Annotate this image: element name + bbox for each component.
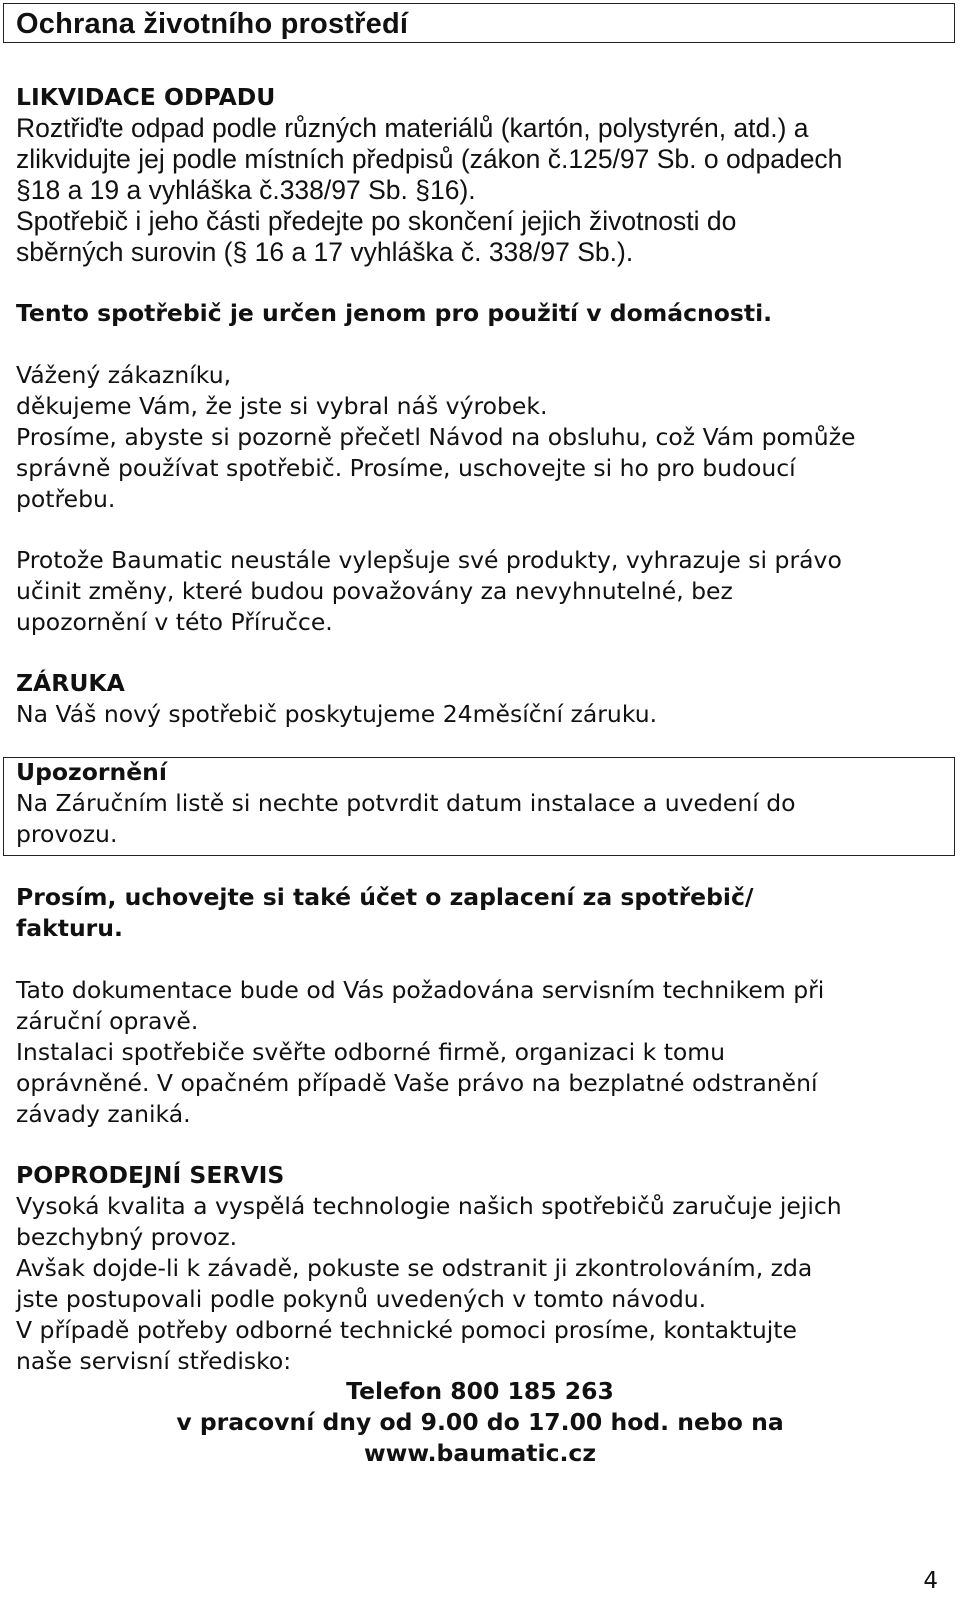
improvements-section (16, 545, 946, 638)
notice-heading: Upozornění (16, 758, 167, 786)
warranty-heading: ZÁRUKA (16, 669, 125, 697)
documentation-line: záruční opravě. (16, 1007, 199, 1035)
disposal-line: sběrných surovin (§ 16 a 17 vyhláška č. 338/97 Sb.). (16, 237, 634, 267)
disposal-line: §18 a 19 a vyhláška č.338/97 Sb. §16). (16, 175, 476, 205)
household-note-section (16, 298, 946, 329)
warranty-text: Na Váš nový spotřebič poskytujeme 24měsíční záruku. (16, 700, 658, 728)
service-phone: Telefon 800 185 263 (346, 1377, 614, 1405)
service-line: V případě potřeby odborné technické pomoci prosíme, kontaktujte (16, 1316, 797, 1344)
page-title: Ochrana životního prostředí (3, 3, 955, 43)
improvements-line: upozornění v této Příručce. (16, 608, 333, 636)
notice-line: provozu. (16, 820, 118, 848)
documentation-line: závady zaniká. (16, 1100, 191, 1128)
greeting-line: Vážený zákazníku, (16, 361, 232, 389)
greeting-line: Prosíme, abyste si pozorně přečetl Návod na obsluhu, což Vám pomůže (16, 423, 856, 451)
greeting-line: potřebu. (16, 485, 116, 513)
documentation-section (16, 975, 946, 1130)
improvements-line: Protože Baumatic neustále vylepšuje své produkty, vyhrazuje si právo (16, 546, 842, 574)
greeting-line: děkujeme Vám, že jste si vybral náš výrobek. (16, 392, 548, 420)
disposal-section (16, 82, 946, 268)
contact-block (0, 1376, 960, 1469)
improvements-line: učinit změny, které budou považovány za nevyhnutelné, bez (16, 577, 733, 605)
documentation-line: Tato dokumentace bude od Vás požadována servisním technikem při (16, 976, 825, 1004)
disposal-line: Roztřiďte odpad podle různých materiálů (kartón, polystyrén, atd.) a (16, 113, 809, 143)
disposal-line: Spotřebič i jeho části předejte po skončení jejich životnosti do (16, 206, 737, 236)
service-section (16, 1160, 946, 1377)
household-note: Tento spotřebič je určen jenom pro použití v domácnosti. (16, 299, 773, 327)
disposal-line: zlikvidujte jej podle místních předpisů (zákon č.125/97 Sb. o odpadech (16, 144, 843, 174)
service-hours: v pracovní dny od 9.00 do 17.00 hod. nebo na (176, 1408, 784, 1436)
service-line: Avšak dojde-li k závadě, pokuste se odstranit ji zkontrolováním, zda (16, 1254, 813, 1282)
service-line: Vysoká kvalita a vyspělá technologie našich spotřebičů zaručuje jejich (16, 1192, 842, 1220)
notice-line: Na Záručním listě si nechte potvrdit datum instalace a uvedení do (16, 789, 796, 817)
service-heading: POPRODEJNÍ SERVIS (16, 1161, 285, 1189)
service-line: jste postupovali podle pokynů uvedených v tomto návodu. (16, 1285, 707, 1313)
service-line: bezchybný provoz. (16, 1223, 238, 1251)
service-line: naše servisní středisko: (16, 1347, 292, 1375)
greeting-section (16, 360, 946, 515)
documentation-line: oprávněné. V opačném případě Vaše právo na bezplatné odstranění (16, 1069, 818, 1097)
page-number: 4 (923, 1568, 938, 1594)
disposal-heading: LIKVIDACE ODPADU (16, 83, 276, 111)
receipt-note-line: Prosím, uchovejte si také účet o zaplacení za spotřebič/ (16, 883, 754, 911)
notice-section (16, 757, 946, 850)
receipt-note-line: fakturu. (16, 914, 123, 942)
documentation-line: Instalaci spotřebiče svěřte odborné firmě, organizaci k tomu (16, 1038, 726, 1066)
warranty-section (16, 668, 946, 730)
service-website-link[interactable]: www.baumatic.cz (363, 1439, 597, 1467)
receipt-note-section (16, 882, 946, 944)
greeting-line: správně používat spotřebič. Prosíme, uschovejte si ho pro budoucí (16, 454, 796, 482)
